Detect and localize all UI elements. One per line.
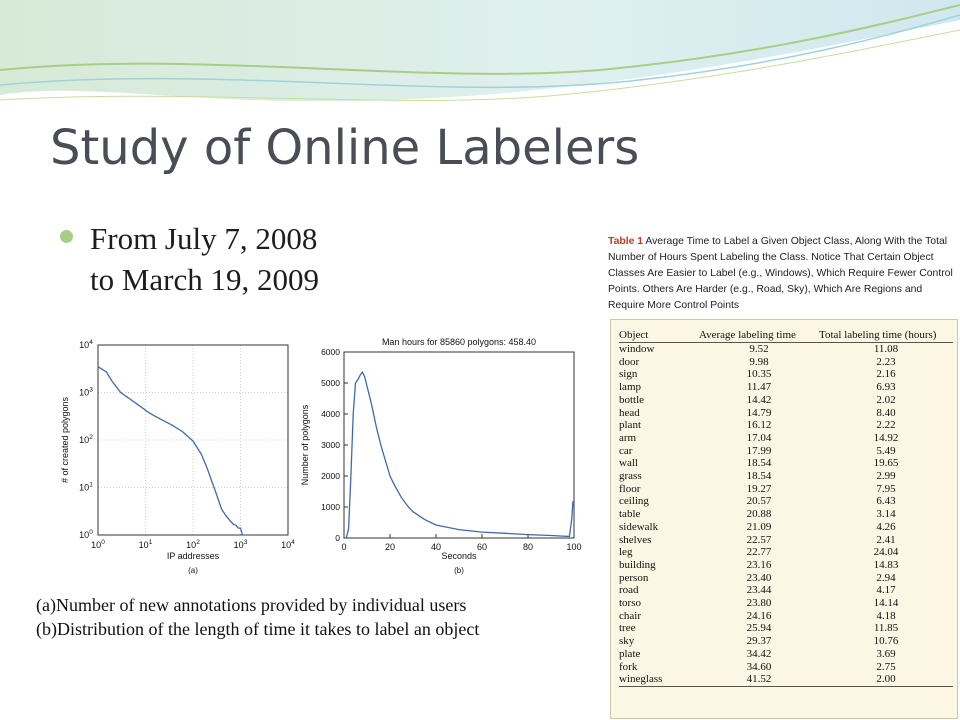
cell-average: 25.94: [746, 622, 772, 635]
cell-object: road: [619, 584, 639, 597]
cell-average: 14.79: [746, 406, 772, 419]
cell-average: 34.42: [746, 647, 772, 660]
cell-total: 14.14: [873, 597, 899, 610]
bullet-line-2: to March 19, 2009: [90, 262, 320, 297]
cell-object: tree: [619, 622, 636, 635]
table-row: [619, 546, 953, 559]
caption-a: (a)Number of new annotations provided by individual users: [36, 595, 467, 615]
chart-b-x-tick-label: 100: [566, 542, 582, 552]
table-row: [619, 483, 953, 496]
table-row: [619, 572, 953, 585]
chart-b-y-axis-label: Number of polygons: [300, 404, 310, 486]
col-header-object: Object: [619, 328, 699, 343]
cell-average: 23.80: [746, 597, 772, 610]
chart-a-x-tick-label: $10^3$: [233, 539, 248, 550]
table-panel: [610, 319, 958, 719]
table-row: [619, 622, 953, 635]
chart-b-x-axis-label: Seconds: [441, 551, 477, 561]
table-row: [619, 673, 953, 686]
table-row: [619, 457, 953, 470]
cell-object: wineglass: [619, 673, 699, 686]
cell-total: 14.83: [873, 558, 899, 571]
chart-b-x-tick-label: 0: [341, 542, 347, 552]
slide-title: Study of Online Labelers: [50, 120, 640, 176]
table-row: [619, 661, 953, 674]
bullet-dot-icon: [60, 230, 73, 243]
cell-object: door: [619, 355, 640, 368]
cell-average: 20.88: [746, 508, 772, 521]
cell-average: 34.60: [746, 660, 772, 673]
chart-b-title: Man hours for 85860 polygons: 458.40: [381, 337, 537, 347]
table-row: [619, 419, 953, 432]
table-row: [619, 559, 953, 572]
cell-total: 8.40: [876, 406, 896, 419]
table-row: [619, 407, 953, 420]
table-row: [619, 521, 953, 534]
cell-total: 4.26: [876, 520, 896, 533]
cell-object: sign: [619, 368, 638, 381]
cell-average: 16.12: [746, 419, 772, 432]
cell-total: 3.14: [876, 508, 896, 521]
cell-total: 2.75: [876, 660, 896, 673]
chart-b-y-tick-label: 6000: [321, 347, 340, 357]
charts-figure: [58, 330, 590, 580]
cell-average: 9.98: [749, 355, 769, 368]
chart-b-x-tick-label: 20: [384, 542, 396, 552]
table-row: [619, 432, 953, 445]
cell-object: car: [619, 444, 633, 457]
cell-average: 14.42: [746, 393, 772, 406]
cell-total: 2.22: [876, 419, 896, 432]
cell-total: 2.41: [876, 533, 896, 546]
chart-b: [300, 330, 590, 580]
chart-a-x-axis-label: IP addresses: [166, 551, 220, 561]
table-caption-label: Table 1: [608, 236, 644, 247]
table-row: [619, 508, 953, 521]
table-caption-text: Average Time to Label a Given Object Class, Along With the Total Number of Hours Spent Labeling the Class. Notice That Certain Object Classes Are Easier to Label (e.g., Windows), Which Require Fewer Control Points. Others Are Harder (e.g., Road, Sky), Which Are Regions and Require More Control Points: [608, 236, 953, 311]
cell-object: bottle: [619, 393, 645, 406]
bullet-line-1: From July 7, 2008: [90, 221, 318, 256]
cell-average: 18.54: [746, 470, 772, 483]
cell-average: 19.27: [746, 482, 772, 495]
cell-average: 9.52: [749, 343, 769, 355]
bullet-text: [90, 218, 319, 300]
table-row: [619, 445, 953, 458]
chart-a-y-tick-label: $10^4$: [79, 339, 93, 350]
caption-b: (b)Distribution of the length of time it takes to label an object: [36, 619, 480, 639]
cell-total: 19.65: [873, 457, 899, 470]
cell-object: lamp: [619, 381, 641, 394]
cell-average: 10.35: [746, 368, 772, 381]
cell-average: 23.16: [746, 558, 772, 571]
cell-total: 4.18: [876, 609, 896, 622]
figure-captions: [36, 593, 479, 641]
chart-a-x-tick-label: $10^0$: [91, 539, 105, 550]
table-row: [619, 495, 953, 508]
cell-object: plate: [619, 647, 641, 660]
table-caption: [608, 234, 958, 314]
chart-a-y-tick-label: $10^3$: [79, 386, 93, 398]
cell-object: sky: [619, 635, 635, 648]
col-header-total: Total labeling time (hours): [819, 328, 953, 343]
cell-average: 20.57: [746, 495, 772, 508]
chart-a-panel-label: (a): [188, 566, 198, 575]
cell-total: 6.43: [876, 495, 896, 508]
table-row: [619, 648, 953, 661]
table-row: [619, 610, 953, 623]
cell-object: torso: [619, 597, 641, 610]
table-row: [619, 368, 953, 381]
chart-b-x-tick-label: 40: [430, 542, 442, 552]
cell-total: 6.93: [876, 381, 896, 394]
chart-b-x-tick-label: 80: [522, 542, 534, 552]
cell-total: 2.00: [819, 673, 953, 686]
chart-a: [58, 330, 298, 580]
cell-object: chair: [619, 609, 641, 622]
chart-a-y-tick-label: $10^1$: [79, 481, 93, 493]
chart-a-y-axis-label: # of created polygons: [60, 396, 70, 484]
cell-average: 18.54: [746, 457, 772, 470]
cell-object: wall: [619, 457, 638, 470]
cell-total: 3.69: [876, 647, 896, 660]
cell-object: leg: [619, 546, 633, 559]
cell-total: 7.95: [876, 482, 896, 495]
cell-total: 11.85: [873, 622, 899, 635]
chart-b-y-tick-label: 0: [335, 533, 340, 543]
chart-a-x-tick-label: $10^2$: [186, 539, 200, 550]
cell-object: window: [619, 343, 655, 355]
cell-total: 2.99: [876, 470, 896, 483]
chart-b-y-tick-label: 2000: [321, 471, 340, 481]
cell-object: shelves: [619, 533, 652, 546]
cell-total: 2.02: [876, 393, 896, 406]
cell-average: 23.44: [746, 584, 772, 597]
table-row: [619, 584, 953, 597]
cell-average: 17.04: [746, 431, 772, 444]
cell-object: building: [619, 558, 656, 571]
cell-object: sidewalk: [619, 520, 659, 533]
cell-total: 5.49: [876, 444, 896, 457]
cell-object: arm: [619, 431, 637, 444]
chart-a-y-tick-label: $10^0$: [79, 529, 93, 540]
cell-total: 2.94: [876, 571, 896, 584]
cell-object: plant: [619, 419, 641, 432]
cell-total: 24.04: [873, 546, 899, 559]
chart-b-panel-label: (b): [454, 566, 464, 575]
chart-b-y-tick-label: 5000: [321, 378, 340, 388]
cell-object: floor: [619, 482, 641, 495]
cell-total: 2.16: [876, 368, 896, 381]
table-row: [619, 356, 953, 369]
cell-total: 4.17: [876, 584, 896, 597]
table-row: [619, 470, 953, 483]
cell-object: fork: [619, 660, 638, 673]
table-row: [619, 534, 953, 547]
cell-average: 22.57: [746, 533, 772, 546]
col-header-average: Average labeling time: [699, 328, 819, 343]
cell-average: 24.16: [746, 609, 772, 622]
cell-total: 10.76: [873, 635, 899, 648]
cell-object: grass: [619, 470, 642, 483]
cell-average: 22.77: [746, 546, 772, 559]
cell-total: 2.23: [876, 355, 896, 368]
table-header-row: [619, 328, 953, 343]
chart-b-y-tick-label: 4000: [321, 409, 340, 419]
chart-a-x-tick-label: $10^4$: [281, 539, 295, 550]
table-body: [619, 343, 953, 687]
cell-average: 11.47: [746, 381, 772, 394]
table-figure: [602, 230, 960, 720]
table-row: [619, 381, 953, 394]
cell-average: 23.40: [746, 571, 772, 584]
header-banner: [0, 0, 960, 110]
chart-a-y-tick-label: $10^2$: [79, 434, 93, 445]
cell-average: 29.37: [746, 635, 772, 648]
cell-average: 41.52: [699, 673, 819, 686]
cell-average: 17.99: [746, 444, 772, 457]
chart-b-x-tick-label: 60: [476, 542, 488, 552]
table-row: [619, 597, 953, 610]
table-row: [619, 343, 953, 356]
cell-total: 11.08: [873, 343, 899, 355]
table-row: [619, 635, 953, 648]
table-row: [619, 394, 953, 407]
chart-b-y-tick-label: 3000: [321, 440, 340, 450]
cell-object: head: [619, 406, 640, 419]
cell-total: 14.92: [873, 431, 899, 444]
chart-b-y-tick-label: 1000: [321, 502, 340, 512]
chart-a-x-tick-label: $10^1$: [138, 539, 153, 550]
cell-object: table: [619, 508, 641, 521]
cell-average: 21.09: [746, 520, 772, 533]
labeling-time-table: [619, 328, 953, 687]
cell-object: ceiling: [619, 495, 649, 508]
cell-object: person: [619, 571, 649, 584]
